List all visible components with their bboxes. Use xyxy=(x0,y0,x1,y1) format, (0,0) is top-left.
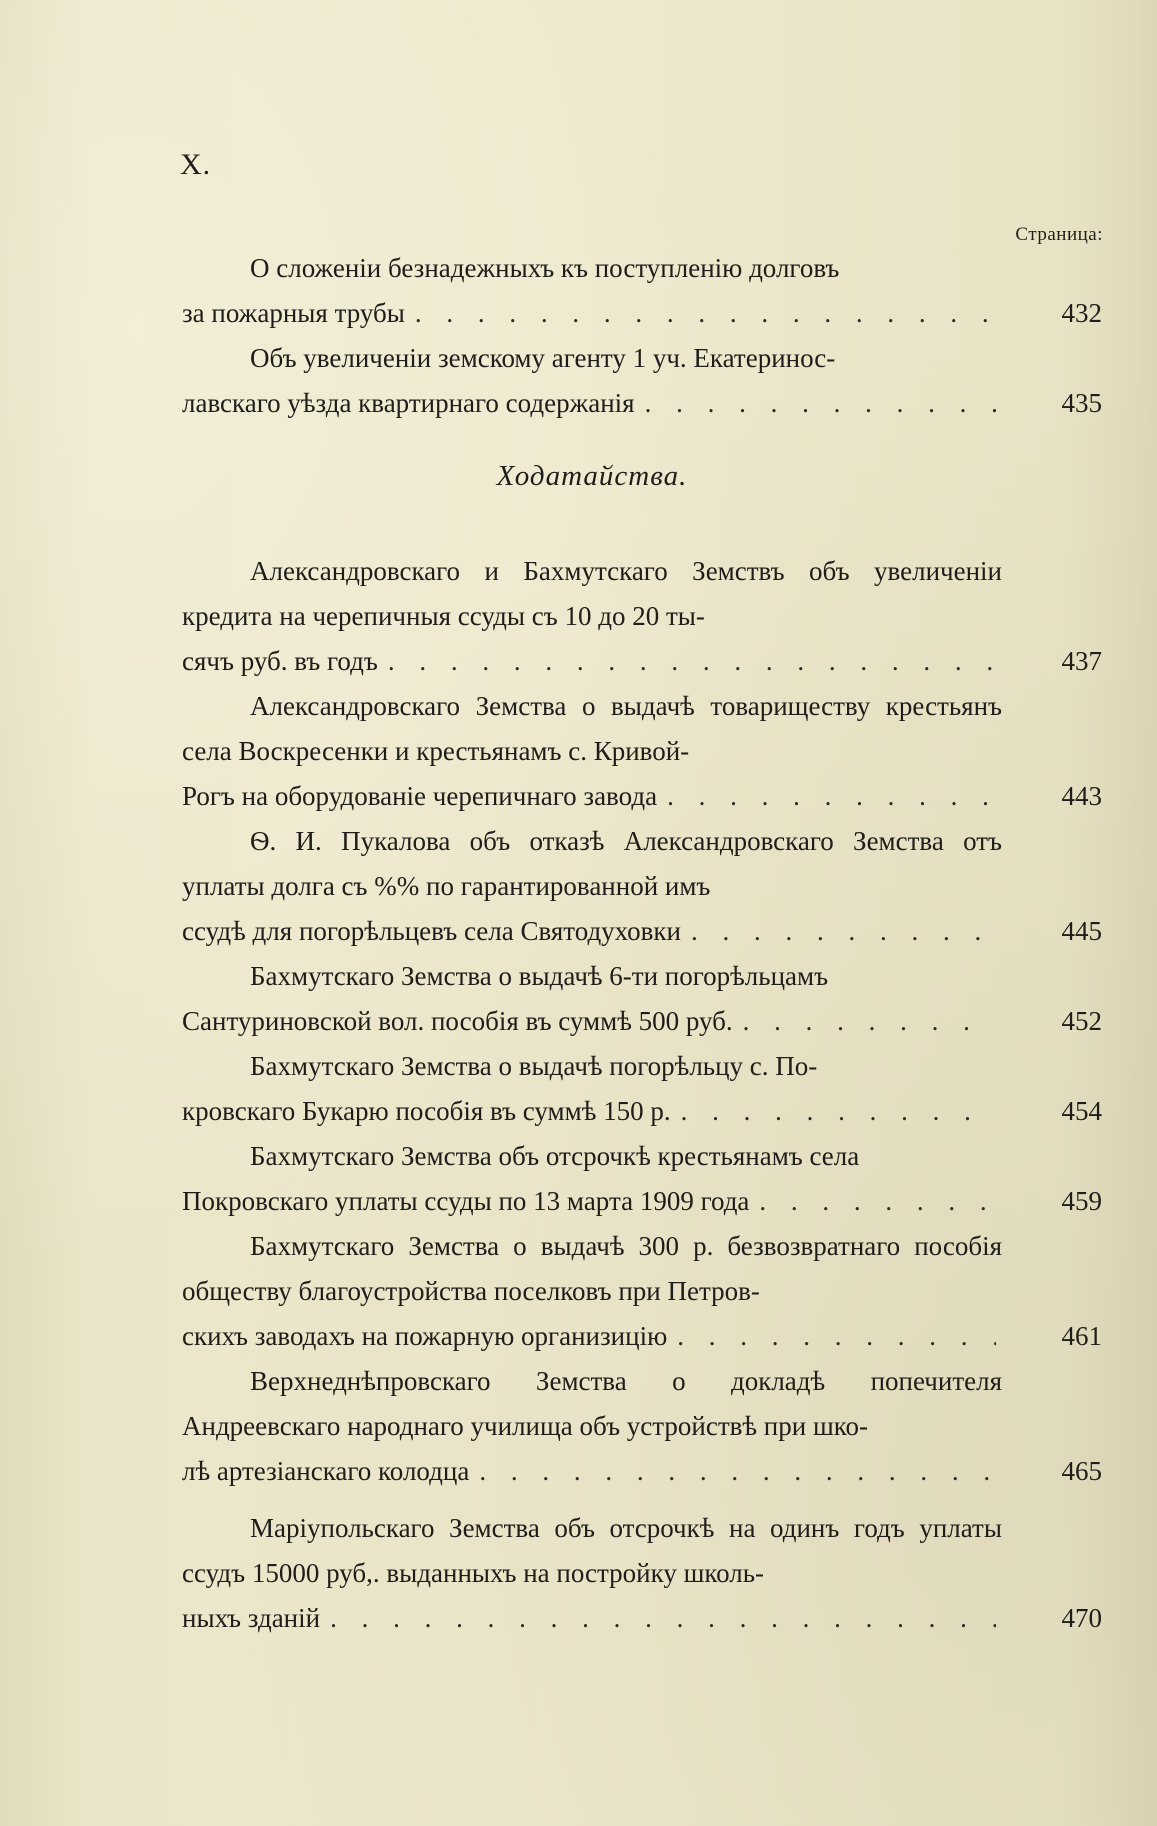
dot-leader xyxy=(330,1596,996,1641)
toc-entry xyxy=(182,1134,1102,1224)
toc-entry-text: Маріупольскаго Земства объ отсрочкѣ на одинъ годъ уплаты ссудъ 15000 руб,. выданныхъ на постройку школь- xyxy=(182,1513,1002,1588)
toc-entry xyxy=(182,1506,1102,1641)
toc-entry xyxy=(182,684,1102,819)
toc-entry-text: Объ увеличеніи земскому агенту 1 уч. Екатеринос- xyxy=(250,343,836,373)
toc-entry-tail: за пожарныя трубы xyxy=(182,298,405,328)
toc-entry xyxy=(182,336,1102,426)
toc-entry-tail: ныхъ зданій xyxy=(182,1603,321,1633)
dot-leader xyxy=(681,1089,996,1134)
toc-entry-text: Бахмутскаго Земства объ отсрочкѣ крестьянамъ села xyxy=(250,1141,860,1171)
toc-entry-tail: кровскаго Букарю пособія въ суммѣ 150 р. xyxy=(182,1096,671,1126)
toc-entry-tail: лѣ артезіанскаго колодца xyxy=(182,1456,470,1486)
dot-leader xyxy=(667,774,996,819)
dot-leader xyxy=(645,381,996,426)
page-number: X. xyxy=(180,148,212,181)
toc-entry xyxy=(182,1224,1102,1359)
dot-leader xyxy=(743,999,996,1044)
toc-page-number: 437 xyxy=(1061,646,1102,676)
toc-entry xyxy=(182,549,1102,684)
toc-page-number: 435 xyxy=(1061,388,1102,418)
dot-leader xyxy=(759,1179,996,1224)
toc-entry xyxy=(182,1359,1102,1494)
toc-entry-text: Александровскаго Земства о выдачѣ товариществу крестьянъ села Воскресенки и крестьянамъ с. Кривой- xyxy=(182,691,1002,766)
toc-page-number: 452 xyxy=(1061,1006,1102,1036)
toc-entry-text: Бахмутскаго Земства о выдачѣ погорѣльцу с. По- xyxy=(250,1051,818,1081)
toc-page-number: 432 xyxy=(1061,298,1102,328)
toc-page-number: 454 xyxy=(1061,1096,1102,1126)
toc-entry-tail: ссудѣ для погорѣльцевъ села Святодуховки xyxy=(182,916,681,946)
toc-entry xyxy=(182,819,1102,954)
toc-page-number: 465 xyxy=(1061,1456,1102,1486)
toc-entry-text: Ѳ. И. Пукалова объ отказѣ Александровскаго Земства отъ уплаты долга съ %% по гарантированной имъ xyxy=(182,826,1002,901)
toc-entry-tail: скихъ заводахъ на пожарную организицію xyxy=(182,1321,668,1351)
table-of-contents xyxy=(182,246,1102,1641)
dot-leader xyxy=(479,1449,996,1494)
toc-entry-tail: лавскаго уѣзда квартирнаго содержанія xyxy=(182,388,635,418)
toc-entry-text: Александровскаго и Бахмутскаго Земствъ объ увеличеніи кредита на черепичныя ссуды съ 10 до 20 ты- xyxy=(182,556,1002,631)
toc-entry-text: Бахмутскаго Земства о выдачѣ 6-ти погорѣльцамъ xyxy=(250,961,829,991)
toc-entry-text: Бахмутскаго Земства о выдачѣ 300 р. безвозвратнаго пособія обществу благоустройства поселковъ при Петров- xyxy=(182,1231,1002,1306)
dot-leader xyxy=(415,291,996,336)
toc-page-number: 445 xyxy=(1061,916,1102,946)
toc-page-number: 459 xyxy=(1061,1186,1102,1216)
page-column-label: Страница: xyxy=(1015,224,1103,245)
toc-entry-tail: Рогъ на оборудованіе черепичнаго завода xyxy=(182,781,658,811)
toc-page-number: 443 xyxy=(1061,781,1102,811)
toc-page-number: 461 xyxy=(1061,1321,1102,1351)
dot-leader xyxy=(677,1314,996,1359)
toc-entry xyxy=(182,1044,1102,1134)
dot-leader xyxy=(691,909,996,954)
toc-entry xyxy=(182,246,1102,336)
toc-entry-text: Верхнеднѣпровскаго Земства о докладѣ попечителя Андреевскаго народнаго училища объ устройствѣ при шко- xyxy=(182,1366,1002,1441)
section-heading: Ходатайства. xyxy=(496,460,688,492)
toc-entry-tail: Покровскаго уплаты ссуды по 13 марта 1909 года xyxy=(182,1186,750,1216)
toc-entry-tail: Сантуриновской вол. пособія въ суммѣ 500 руб. xyxy=(182,1006,733,1036)
toc-entry-text: О сложеніи безнадежныхъ къ поступленію долговъ xyxy=(250,253,840,283)
toc-page-number: 470 xyxy=(1061,1603,1102,1633)
toc-entry xyxy=(182,954,1102,1044)
toc-entry-tail: сячъ руб. въ годъ xyxy=(182,646,378,676)
dot-leader xyxy=(388,639,996,684)
